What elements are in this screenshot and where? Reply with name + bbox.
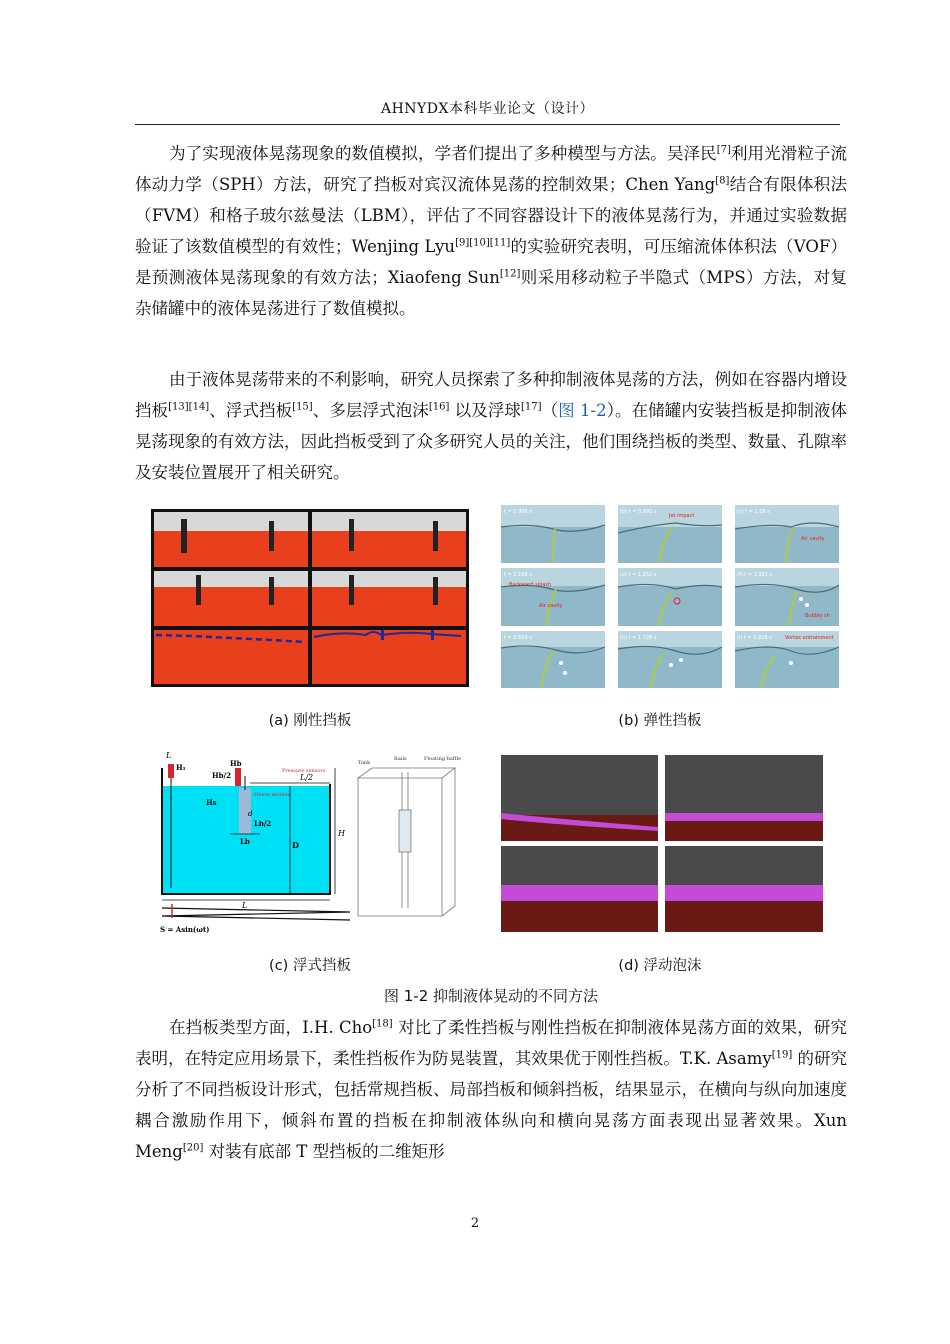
citation-19[interactable]: [19]	[771, 1049, 793, 1061]
citation-7[interactable]: [7]	[716, 144, 731, 156]
time-label-2: (b) t = 0.992 s	[620, 509, 657, 515]
label-Hs: Hs	[206, 798, 217, 807]
floating-foam-photo-grid	[501, 755, 823, 932]
rigid-baffle-photo-grid	[151, 509, 469, 687]
page-number: 2	[470, 1216, 480, 1231]
p2-text-d: 以及浮球	[449, 401, 521, 420]
caption-b: (b) 弹性挡板	[618, 713, 702, 729]
elastic-cell-1	[501, 505, 605, 563]
label-H: H	[338, 829, 345, 838]
time-label-9: (i) t = 1.928 s	[737, 635, 772, 641]
paragraph-3	[135, 1012, 847, 1167]
floating-baffle-schematic	[150, 748, 462, 938]
citation-15[interactable]: [15]	[292, 401, 313, 413]
time-label-8: (h) t = 1.728 s	[620, 635, 657, 641]
p3-text-a: 在挡板类型方面，I.H. Cho	[169, 1018, 373, 1037]
running-header: AHNYDX本科毕业论文（设计）	[380, 101, 594, 117]
citation-16[interactable]: [16]	[428, 401, 450, 413]
rigid-cell-r2c2	[312, 571, 466, 626]
p3-text-d: 对装有底部 T 型挡板的二维矩形	[203, 1142, 445, 1161]
label-heave-motion: Heave motion	[254, 792, 290, 798]
citation-18[interactable]: [18]	[372, 1018, 393, 1030]
time-label-1: t = 0.996 s	[504, 509, 532, 515]
label-L-bottom: L	[242, 901, 248, 910]
label-pressure-sensors: Pressure sensors	[282, 768, 326, 774]
citation-17[interactable]: [17]	[520, 401, 542, 413]
air-cavity-label-2: Air cavity	[539, 603, 563, 609]
foam-cell-2	[665, 755, 823, 841]
elastic-baffle-photo-grid	[501, 505, 839, 688]
time-label-3: (c) t = 1.08 s	[737, 509, 770, 515]
rigid-cell-r3c2	[312, 630, 466, 684]
caption-c: (c) 浮式挡板	[269, 958, 351, 974]
caption-d: (d) 浮动泡沫	[618, 958, 702, 974]
p1-text-a: 为了实现液体晃荡现象的数值模拟，学者们提出了多种模型与方法。吴泽民	[169, 144, 717, 163]
bubble-label: Bubble sh	[805, 613, 830, 619]
citation-12[interactable]: [12]	[499, 268, 521, 280]
elastic-cell-7	[501, 631, 605, 688]
p2-text-a: 由于液体晃荡带来的不利影响，研究人员探索了多种抑制液体晃荡的方法，例如在容器内增设挡板	[135, 370, 847, 420]
label-Hb: Hb	[230, 759, 242, 768]
label-rails: Rails	[394, 756, 407, 762]
label-D: D	[292, 840, 299, 850]
panel-a-rigid-baffle-image	[151, 509, 469, 687]
elastic-cell-6	[735, 568, 839, 626]
label-floating-baffle: Floating baffle	[424, 756, 461, 762]
time-label-5: (e) t = 1.252 s	[620, 572, 657, 578]
citation-9-11[interactable]: [9][10][11]	[455, 237, 511, 249]
label-d: d	[248, 810, 253, 818]
label-H1: H₁	[176, 763, 186, 772]
label-S-equation: S = Asin(ωt)	[160, 925, 210, 934]
air-cavity-label-1: Air cavity	[801, 536, 825, 542]
elastic-cell-2	[618, 505, 722, 563]
citation-13-14[interactable]: [13][14]	[168, 401, 210, 413]
p3-text-c: 的研究分析了不同挡板设计形式，包括常规挡板、局部挡板和倾斜挡板，结果显示，在横向与纵向加速度耦合激励作用下，倾斜布置的挡板在抑制液体纵向和横向晃荡方面表现出显著效果。Xun Meng	[135, 1049, 847, 1161]
rigid-cell-r1c1	[154, 512, 308, 567]
p3-text-b: 对比了柔性挡板与刚性挡板在抑制液体晃荡方面的效果，研究表明，在特定应用场景下，柔性挡板作为防晃装置，其效果优于刚性挡板。T.K. Asamy	[135, 1018, 848, 1068]
p2-text-c: 、多层浮式泡沫	[312, 401, 429, 420]
label-Lb: Lb	[240, 837, 250, 846]
foam-cell-3	[501, 846, 658, 932]
time-label-6: (f) t = 1.352 s	[737, 572, 773, 578]
p2-text-e: ）。在储罐内安装挡板是抑制液体晃荡现象的有效方法，因此挡板受到了众多研究人员的关注，他们围绕挡板的类型、数量、孔隙率及安装位置展开了相关研究。	[135, 401, 848, 482]
panel-b-elastic-baffle-image	[501, 505, 839, 688]
paragraph-1	[135, 138, 847, 324]
elastic-cell-5	[618, 568, 722, 626]
p1-text-e: 则采用移动粒子半隐式（MPS）方法，对复杂储罐中的液体晃荡进行了数值模拟。	[135, 268, 847, 318]
rigid-cell-r2c1	[154, 571, 308, 626]
time-label-7: t = 1.554 s	[504, 635, 532, 641]
p1-text-b: 利用光滑粒子流体动力学（SPH）方法，研究了挡板对宾汉流体晃荡的控制效果；Chen Yang	[135, 144, 848, 194]
p1-text-d: 的实验研究表明，可压缩流体体积法（VOF）是预测液体晃荡现象的有效方法；Xiaofeng Sun	[135, 237, 847, 287]
label-L-top: L	[166, 751, 172, 760]
p1-text-c: 结合有限体积法（FVM）和格子玻尔兹曼法（LBM），评估了不同容器设计下的液体晃荡行为，并通过实验数据验证了该数值模型的有效性；Wenjing Lyu	[135, 175, 848, 256]
p2-paren-open: （	[541, 401, 559, 420]
vortex-label: Vortex entrainment	[785, 635, 834, 641]
jet-impact-label: Jet impact	[669, 513, 695, 519]
elastic-cell-4	[501, 568, 605, 626]
figure-link[interactable]: 图 1-2	[558, 401, 607, 420]
header-rule	[135, 124, 840, 125]
foam-cell-4	[665, 846, 823, 932]
citation-8[interactable]: [8]	[715, 175, 730, 187]
foam-cell-1	[501, 755, 658, 841]
time-label-4: t = 1.168 s	[504, 572, 532, 578]
elastic-cell-3	[735, 505, 839, 563]
elastic-cell-9	[735, 631, 839, 688]
label-L-half: L/2	[300, 773, 314, 782]
elastic-cell-8	[618, 631, 722, 688]
rigid-cell-r1c2	[312, 512, 466, 567]
figure-title: 图 1-2 抑制液体晃动的不同方法	[383, 987, 599, 1005]
backward-splash-label: Backward splash	[509, 582, 552, 588]
label-tank: Tank	[358, 760, 371, 766]
panel-d-floating-foam-image	[501, 755, 823, 932]
rigid-cell-r3c1	[154, 630, 308, 684]
paragraph-2	[135, 364, 847, 488]
label-Lb-half: Lb/2	[254, 819, 272, 828]
caption-a: (a) 刚性挡板	[268, 713, 352, 729]
citation-20[interactable]: [20]	[182, 1142, 204, 1154]
panel-c-floating-baffle-diagram	[150, 748, 462, 938]
p2-text-b: 、浮式挡板	[209, 401, 293, 420]
label-Hb-half: Hb/2	[212, 771, 231, 780]
